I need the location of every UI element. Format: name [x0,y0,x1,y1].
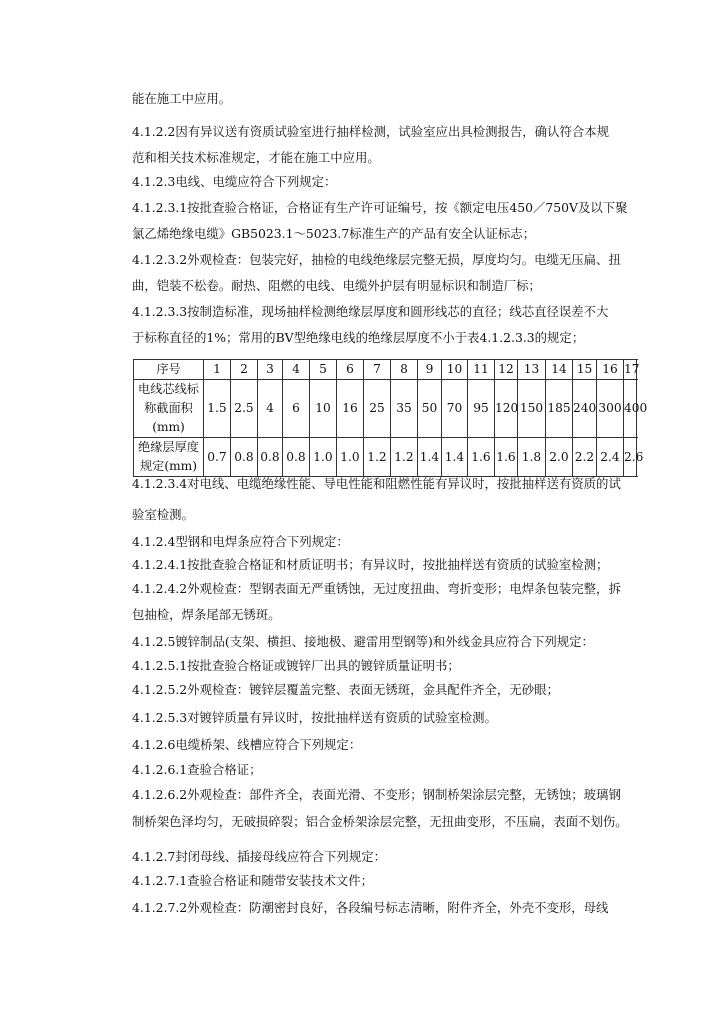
area-cell: 6 [283,380,310,438]
area-label-line-2: 称截面积 [144,401,193,415]
thickness-cell: 1.8 [518,438,546,477]
paragraph-line: 曲，铠装不松卷。耐热、阻燃的电线、电缆外护层有明显标识和制造厂标； [132,278,541,293]
area-cell: 70 [442,380,468,438]
thickness-cell: 1.2 [391,438,418,477]
insulation-thickness-table [133,359,648,477]
thickness-cell: 1.6 [495,438,518,477]
area-cell: 50 [418,380,442,438]
paragraph-line: 4.1.2.7.1查验合格证和随带安装技术文件； [132,873,374,888]
paragraph-line: 包抽检，焊条尾部无锈斑。 [132,607,281,622]
paragraph-line: 4.1.2.5镀锌制品(支架、横担、接地极、避雷用型钢等)和外线金具应符合下列规定： [132,634,594,649]
paragraph-line: 4.1.2.3.2外观检查：包装完好，抽检的电线绝缘层完整无损，厚度均匀。电缆无压扁、扭 [132,252,621,267]
serial-label: 序号 [134,360,204,380]
paragraph-line: 制桥架色泽均匀，无破损碎裂；铝合金桥架涂层完整，无扭曲变形，不压扁，表面不划伤。 [132,814,628,829]
area-cell: 1.5 [204,380,231,438]
area-cell: 10 [310,380,337,438]
paragraph-line: 4.1.2.5.3对镀锌质量有异议时，按批抽样送有资质的试验室检测。 [132,710,497,725]
thickness-cell: 0.8 [258,438,283,477]
paragraph-line: 4.1.2.2因有异议送有资质试验室进行抽样检测，试验室应出具检测报告，确认符合本规 [132,124,610,139]
serial-cell: 17 [624,360,637,380]
area-cell: 25 [364,380,391,438]
area-cell: 95 [468,380,495,438]
serial-cell: 16 [597,360,624,380]
paragraph-line: 4.1.2.7.2外观检查：防潮密封良好，各段编号标志清晰，附件齐全，外壳不变形，母线 [132,900,609,915]
serial-cell: 11 [468,360,495,380]
paragraph-line: 能在施工中应用。 [132,91,232,106]
area-cell: 16 [337,380,364,438]
thickness-cell: 2.6 [624,438,637,477]
table-row-serial [134,360,637,380]
area-cell: 4 [258,380,283,438]
thickness-cell: 2.0 [546,438,573,477]
area-cell: 35 [391,380,418,438]
paragraph-line: 4.1.2.5.2外观检查：镀锌层覆盖完整、表面无锈斑，金具配件齐全，无砂眼； [132,682,559,697]
area-cell: 185 [546,380,573,438]
serial-cell: 13 [518,360,546,380]
area-label [134,380,204,438]
paragraph-line: 4.1.2.4型钢和电焊条应符合下列规定： [132,534,349,549]
paragraph-line: 4.1.2.6.2外观检查：部件齐全，表面光滑、不变形；钢制桥架涂层完整，无锈蚀；玻璃钢 [132,787,621,802]
thickness-cell: 1.2 [364,438,391,477]
serial-cell: 3 [258,360,283,380]
area-cell: 240 [573,380,597,438]
serial-cell: 15 [573,360,597,380]
serial-cell: 9 [418,360,442,380]
paragraph-line: 4.1.2.3.3按制造标准，现场抽样检测绝缘层厚度和圆形线芯的直径；线芯直径误差不大 [132,304,609,319]
thickness-cell: 0.8 [283,438,310,477]
area-cell: 400 [624,380,637,438]
serial-cell: 1 [204,360,231,380]
area-cell: 300 [597,380,624,438]
paragraph-line: 4.1.2.6.1查验合格证； [132,762,262,777]
paragraph-line: 4.1.2.7封闭母线、插接母线应符合下列规定： [132,849,386,864]
table-row-thickness [134,438,637,477]
thickness-label-line-2: 规定(mm) [140,459,197,473]
paragraph-line: 4.1.2.5.1按批查验合格证或镀锌厂出具的镀锌质量证明书； [132,658,460,673]
thickness-cell: 0.7 [204,438,231,477]
thickness-cell: 2.4 [597,438,624,477]
paragraph-line: 4.1.2.3.4对电线、电缆绝缘性能、导电性能和阻燃性能有异议时，按批抽样送有资质的试 [132,476,621,491]
paragraph-line: 氯乙烯绝缘电缆》GB5023.1～5023.7标准生产的产品有安全认证标志； [132,226,536,241]
serial-cell: 10 [442,360,468,380]
thickness-label-line-1: 绝缘层厚度 [138,440,199,454]
thickness-cell: 1.0 [337,438,364,477]
thickness-cell: 1.6 [468,438,495,477]
thickness-cell: 1.4 [442,438,468,477]
area-label-line-3: (mm) [152,420,185,434]
area-cell: 2.5 [231,380,258,438]
table-row-area [134,380,637,438]
serial-cell: 2 [231,360,258,380]
serial-cell: 4 [283,360,310,380]
thickness-cell: 0.8 [231,438,258,477]
paragraph-line: 范和相关技术标准规定，才能在施工中应用。 [132,150,380,165]
serial-cell: 14 [546,360,573,380]
thickness-cell: 1.0 [310,438,337,477]
paragraph-line: 4.1.2.6电缆桥架、线槽应符合下列规定： [132,737,362,752]
area-cell: 120 [495,380,518,438]
paragraph-line: 4.1.2.3电线、电缆应符合下列规定： [132,174,337,189]
paragraph-line: 验室检测。 [132,507,194,522]
paragraph-line: 4.1.2.4.2外观检查：型钢表面无严重锈蚀，无过度扭曲、弯折变形；电焊条包装完整，拆 [132,581,621,596]
serial-cell: 6 [337,360,364,380]
paragraph-line: 4.1.2.4.1按批查验合格证和材质证明书；有异议时，按批抽样送有资质的试验室检测； [132,557,609,572]
serial-cell: 5 [310,360,337,380]
serial-cell: 8 [391,360,418,380]
thickness-label [134,438,204,477]
paragraph-line: 4.1.2.3.1按批查验合格证，合格证有生产许可证编号，按《额定电压450／750V及以下聚 [132,200,628,215]
thickness-cell: 1.4 [418,438,442,477]
paragraph-line: 于标称直径的1%；常用的BV型绝缘电线的绝缘层厚度不小于表4.1.2.3.3的规定； [132,330,585,345]
area-cell: 150 [518,380,546,438]
serial-cell: 12 [495,360,518,380]
area-label-line-1: 电线芯线标 [138,382,199,396]
serial-cell: 7 [364,360,391,380]
thickness-cell: 2.2 [573,438,597,477]
